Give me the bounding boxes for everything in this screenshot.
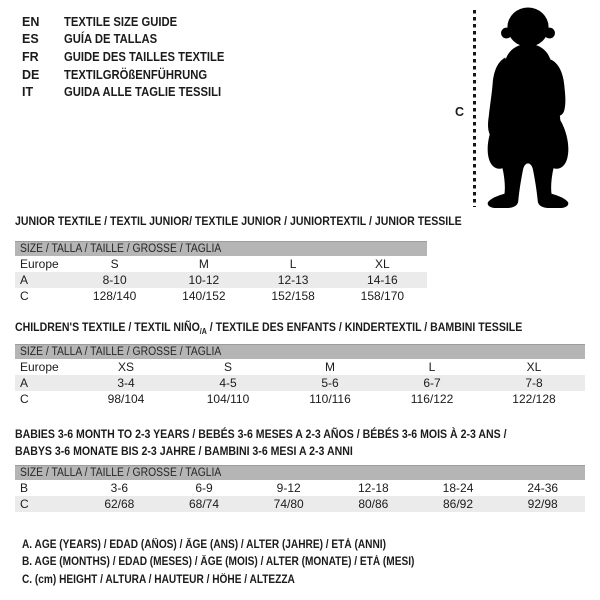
babies-title-text-line1: BABIES 3-6 MONTH TO 2-3 YEARS / BEBÉS 3-6 MESES A 2-3 AÑOS / BÉBÉS 3-6 MOIS À 2-3 ANS /: [15, 426, 507, 441]
legend-line-a-text: A. AGE (YEARS) / EDAD (AÑOS) / ÂGE (ANS) / ALTER (JAHRE) / ETÀ (ANNI): [22, 538, 386, 551]
height-measure-label: C: [455, 105, 465, 119]
children-age-row: [15, 375, 585, 391]
babies-age-row: [15, 480, 585, 496]
age-cell: 3-4: [117, 376, 135, 390]
age-cell: 7-8: [525, 376, 543, 390]
size-col-header: S: [110, 257, 119, 271]
size-col-header: XL: [526, 360, 542, 374]
age-cell: 6-7: [423, 376, 441, 390]
size-col-header: XS: [117, 360, 134, 374]
junior-size-header-bar: [15, 241, 427, 256]
language-list: [22, 13, 242, 101]
size-col-header: S: [223, 360, 232, 374]
height-measure-line: [473, 10, 476, 207]
size-header-text: SIZE / TALLA / TAILLE / GRÖSSE / TAGLIA: [20, 467, 222, 479]
language-code: FR: [22, 49, 39, 64]
age-cell: 9-12: [276, 481, 301, 495]
language-code: DE: [22, 67, 40, 82]
language-row-fr: [22, 48, 242, 66]
language-row-en: [22, 13, 242, 31]
legend-line-c: [22, 571, 468, 589]
row-label: A: [20, 273, 29, 287]
row-label: Europe: [20, 360, 59, 374]
babies-size-header-bar: [15, 465, 585, 480]
height-cell: 92/98: [527, 497, 558, 511]
children-title-main: CHILDREN'S TEXTILE / TEXTIL NIÑO: [15, 319, 200, 334]
junior-height-row: [15, 288, 427, 304]
height-cell: 158/170: [360, 289, 405, 303]
height-cell: 152/158: [271, 289, 315, 303]
language-label: TEXTILGRÖßENFÜHRUNG: [64, 67, 208, 82]
height-cell: 98/104: [107, 392, 145, 406]
language-label: GUIDA ALLE TAGLIE TESSILI: [64, 85, 222, 100]
measure-legend: [22, 536, 468, 589]
language-row-de: [22, 66, 242, 84]
height-cell: 80/86: [358, 497, 389, 511]
size-header-text: SIZE / TALLA / TAILLE / GRÖSSE / TAGLIA: [20, 243, 222, 255]
row-label: C: [20, 392, 29, 406]
junior-table-title-text: JUNIOR TEXTILE / TEXTIL JUNIOR/ TEXTILE JUNIOR / JUNIORTEXTIL / JUNIOR TESSILE: [15, 213, 462, 228]
height-cell: 74/80: [273, 497, 304, 511]
age-cell: 8-10: [102, 273, 127, 287]
legend-line-b-text: B. AGE (MONTHS) / EDAD (MESES) / ÂGE (MOIS) / ALTER (MONATE) / ETÀ (MESI): [22, 556, 415, 569]
babies-table-title-line2: [15, 443, 399, 458]
junior-region-row: [15, 256, 427, 272]
junior-age-row: [15, 272, 427, 288]
babies-table-title-line1: [15, 426, 574, 441]
language-label: TEXTILE SIZE GUIDE: [64, 14, 178, 29]
height-cell: 128/140: [92, 289, 137, 303]
language-row-es: [22, 31, 242, 49]
row-label: B: [20, 481, 29, 495]
age-cell: 10-12: [188, 273, 220, 287]
height-cell: 110/116: [309, 392, 351, 406]
height-cell: 140/152: [182, 289, 226, 303]
age-cell: 12-18: [358, 481, 389, 495]
babies-size-table: [15, 465, 585, 512]
height-cell: 116/122: [410, 392, 454, 406]
legend-line-b: [22, 554, 468, 572]
height-cell: 62/68: [104, 497, 135, 511]
legend-line-c-text: C. (cm) HEIGHT / ALTURA / HAUTEUR / HÖHE / ALTEZZA: [22, 573, 295, 586]
language-row-it: [22, 83, 242, 101]
language-label: GUÍA DE TALLAS: [64, 32, 158, 47]
junior-table-title: [15, 213, 523, 228]
children-region-row: [15, 359, 585, 375]
height-cell: 122/128: [512, 392, 556, 406]
junior-size-table: [15, 241, 427, 304]
legend-line-a: [22, 536, 468, 554]
children-title-rest: / TEXTILE DES ENFANTS / KINDERTEXTIL / BAMBINI TESSILE: [206, 319, 523, 334]
age-cell: 12-13: [277, 273, 309, 287]
children-height-row: [15, 391, 585, 407]
children-title-subscript: /A: [199, 326, 207, 336]
language-label: GUIDE DES TAILLES TEXTILE: [64, 49, 225, 64]
babies-height-row: [15, 496, 585, 512]
language-code: IT: [22, 85, 34, 100]
age-cell: 3-6: [110, 481, 128, 495]
age-cell: 6-9: [195, 481, 213, 495]
children-table-title: [15, 319, 591, 334]
babies-title-text-line2: BABYS 3-6 MONATE BIS 2-3 JAHRE / BAMBINI 3-6 MESI A 2-3 ANNI: [15, 443, 353, 458]
row-label: C: [20, 289, 29, 303]
age-cell: 24-36: [527, 481, 559, 495]
language-code: EN: [22, 14, 40, 29]
row-label: A: [20, 376, 29, 390]
height-cell: 86/92: [443, 497, 474, 511]
size-col-header: M: [198, 257, 209, 271]
size-col-header: L: [428, 360, 436, 374]
size-header-text: SIZE / TALLA / TAILLE / GRÖSSE / TAGLIA: [20, 346, 222, 358]
baby-silhouette-icon: [479, 6, 577, 213]
size-col-header: XL: [375, 257, 390, 271]
age-cell: 18-24: [442, 481, 474, 495]
children-table-title-text: [15, 320, 522, 334]
row-label: C: [20, 497, 29, 511]
height-cell: 104/110: [206, 392, 250, 406]
language-code: ES: [22, 32, 39, 47]
size-col-header: L: [289, 257, 297, 271]
age-cell: 4-5: [219, 376, 237, 390]
children-size-header-bar: [15, 344, 585, 359]
age-cell: 5-6: [321, 376, 339, 390]
size-col-header: M: [325, 360, 335, 374]
row-label: Europe: [20, 257, 59, 271]
age-cell: 14-16: [367, 273, 398, 287]
children-size-table: [15, 344, 585, 407]
height-cell: 68/74: [188, 497, 220, 511]
